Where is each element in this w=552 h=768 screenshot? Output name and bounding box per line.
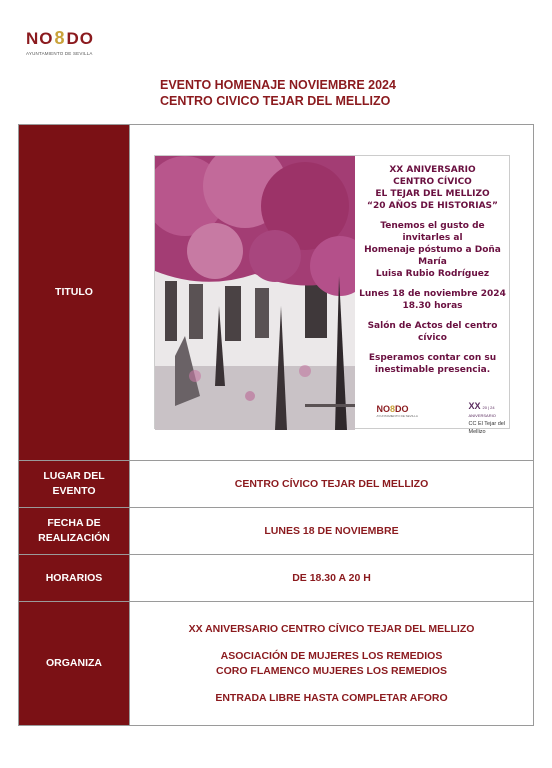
organiza-line: ENTRADA LIBRE HASTA COMPLETAR AFORO	[215, 691, 448, 704]
poster-closing-block	[358, 352, 508, 376]
row-horarios	[19, 555, 534, 602]
blossom-trees-image	[155, 156, 355, 430]
poster-logo-left: NO	[376, 404, 390, 414]
poster-logo-subtitle: AYUNTAMIENTO DE SEVILLA	[376, 414, 418, 418]
row-organiza	[19, 602, 534, 726]
poster-photo	[155, 156, 355, 430]
poster-closing-line: inestimable presencia.	[374, 365, 491, 375]
anniversary-caption: CC El Tejar del Mellizo	[468, 421, 506, 435]
poster-title-line: CENTRO CÍVICO	[393, 177, 472, 187]
poster-closing-line: Esperamos contar con su	[368, 353, 497, 363]
label-organiza: ORGANIZA	[19, 602, 130, 726]
poster-logo-right: DO	[395, 404, 409, 414]
anniversary-logo	[469, 402, 509, 436]
nodo-logo	[26, 28, 94, 56]
poster-cell	[130, 125, 534, 461]
label-fecha-line-2: REALIZACIÓN	[38, 532, 110, 544]
logo-word-right: DO	[66, 28, 95, 48]
event-info-table	[18, 124, 534, 726]
poster-logo-eight: 8	[390, 404, 396, 414]
organiza-line: ASOCIACIÓN DE MUJERES LOS REMEDIOS	[220, 649, 443, 662]
poster-invite-line: Luisa Rubio Rodríguez	[375, 269, 490, 279]
label-lugar-line-1: LUGAR DEL	[43, 470, 105, 482]
poster-time-line: 18.30 horas	[402, 301, 463, 311]
anniversary-xx: XX	[468, 401, 481, 411]
poster-title-block	[358, 164, 508, 212]
title-line-2: CENTRO CIVICO TEJAR DEL MELLIZO	[160, 94, 391, 108]
label-lugar	[19, 461, 130, 508]
row-fecha	[19, 508, 534, 555]
label-titulo: TITULO	[19, 125, 130, 461]
logo-eight-mark: 8	[54, 28, 66, 48]
poster-title-line: EL TEJAR DEL MELLIZO	[375, 189, 490, 199]
poster-invite-line: Tenemos el gusto de invitarles al	[380, 221, 485, 243]
row-lugar	[19, 461, 534, 508]
title-line-1: EVENTO HOMENAJE NOVIEMBRE 2024	[160, 78, 396, 92]
value-organiza	[130, 602, 534, 726]
label-fecha-line-1: FECHA DE	[47, 517, 101, 529]
poster-title-line: XX ANIVERSARIO	[389, 165, 476, 175]
value-fecha: LUNES 18 DE NOVIEMBRE	[130, 508, 534, 555]
organiza-line: CORO FLAMENCO MUJERES LOS REMEDIOS	[215, 664, 447, 677]
poster-nodo-logo	[377, 404, 418, 418]
logo-wordmark	[26, 28, 94, 49]
value-horarios: DE 18.30 A 20 H	[130, 555, 534, 602]
poster-invitation-text	[358, 164, 508, 384]
organiza-line: XX ANIVERSARIO CENTRO CÍVICO TEJAR DEL MELLIZO	[188, 622, 475, 635]
row-titulo	[19, 125, 534, 461]
poster-date-line: Lunes 18 de noviembre 2024	[359, 289, 506, 299]
poster-invite-line: Homenaje póstumo a Doña María	[364, 245, 501, 267]
label-horarios: HORARIOS	[19, 555, 130, 602]
logo-word-left: NO	[26, 28, 54, 48]
poster-invite-block	[358, 220, 508, 280]
label-lugar-line-2: EVENTO	[52, 485, 96, 497]
document-title	[160, 77, 396, 109]
event-poster	[154, 155, 510, 435]
label-fecha	[19, 508, 130, 555]
poster-date-block	[358, 288, 508, 312]
logo-subtitle: AYUNTAMIENTO DE SEVILLA	[26, 51, 93, 56]
anniversary-small-text: 20 | 24 ANIVERSARIO	[468, 405, 496, 418]
value-lugar: CENTRO CÍVICO TEJAR DEL MELLIZO	[130, 461, 534, 508]
poster-place: Salón de Actos del centro cívico	[367, 321, 498, 343]
poster-title-line: “20 AÑOS DE HISTORIAS”	[367, 201, 498, 211]
